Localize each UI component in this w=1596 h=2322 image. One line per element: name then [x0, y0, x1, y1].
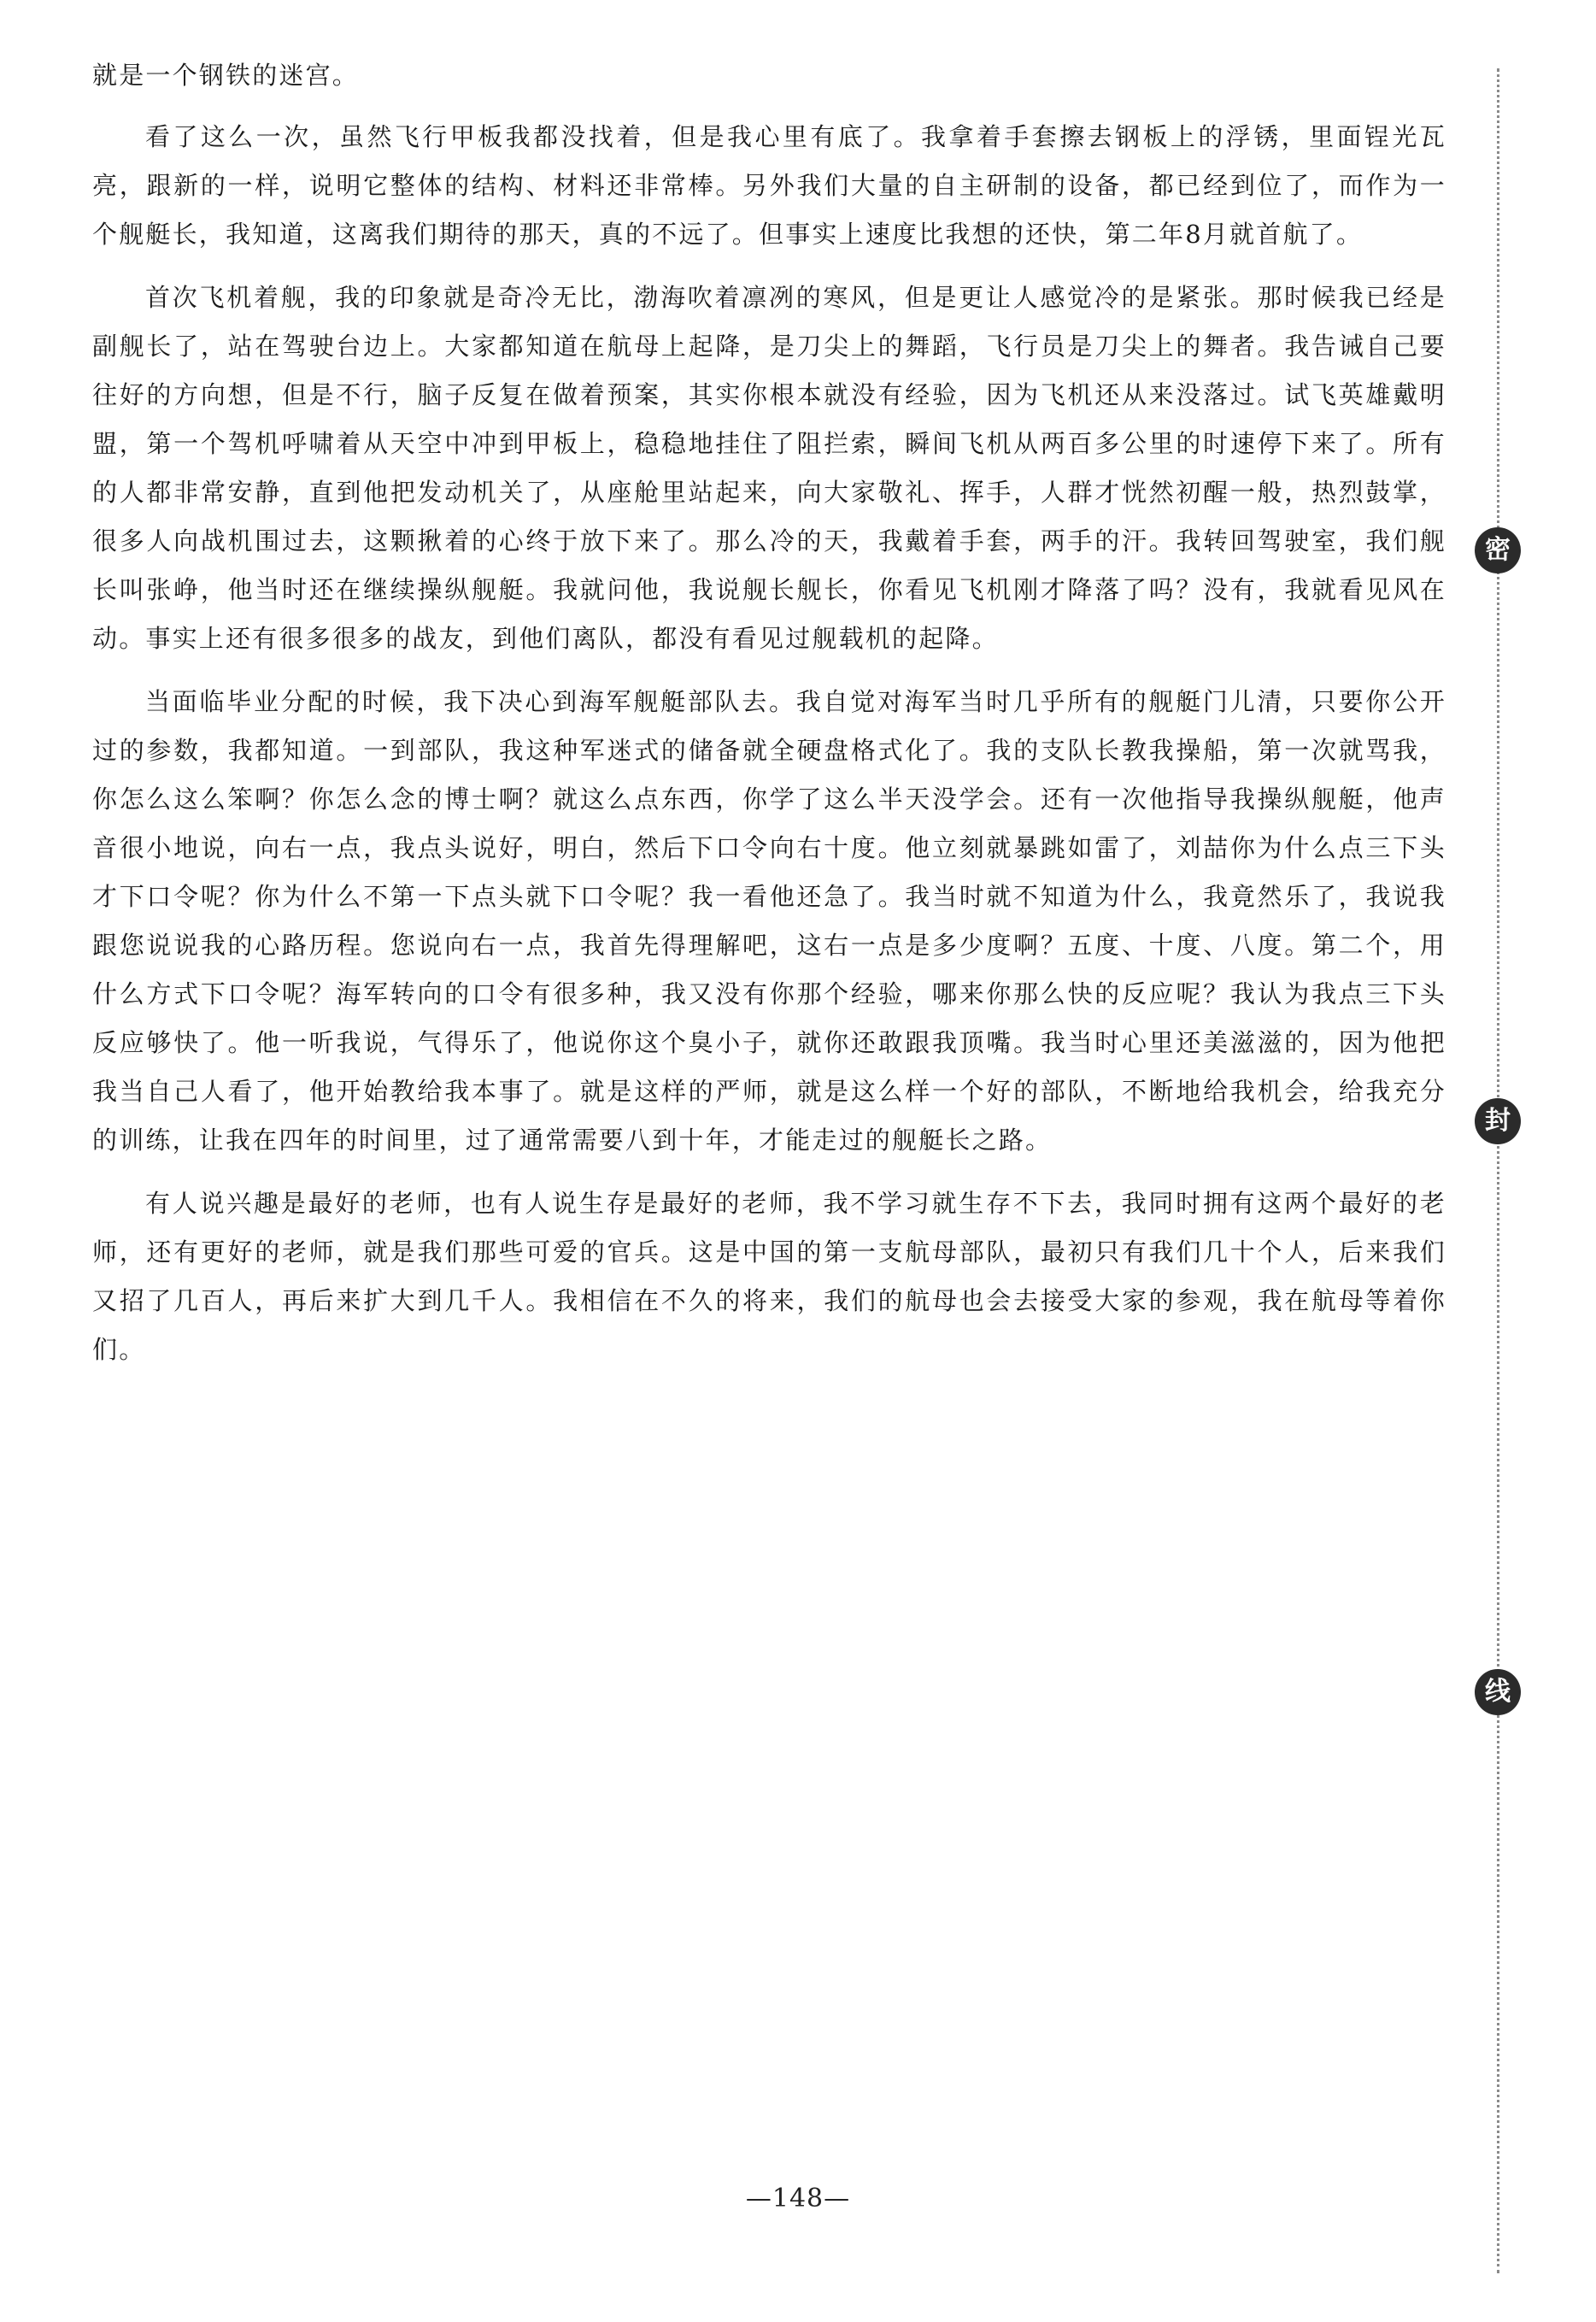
paragraph-continuation: 就是一个钢铁的迷宫。: [92, 61, 360, 90]
body-text: [92, 51, 1446, 1389]
seal-mark-xian: 线: [1475, 1669, 1521, 1715]
seal-mark-mi: 密: [1475, 527, 1521, 573]
paragraph-first-landing: 首次飞机着舰，我的印象就是奇冷无比，渤海吹着凛冽的寒风，但是更让人感觉冷的是紧张。那时候我已经是副舰长了，站在驾驶台边上。大家都知道在航母上起降，是刀尖上的舞蹈，飞行员是刀尖上的舞者。我告诫自己要往好的方向想，但是不行，脑子反复在做着预案，其实你根本就没有经验，因为飞机还从来没落过。试飞英雄戴明盟，第一个驾机呼啸着从天空中冲到甲板上，稳稳地挂住了阻拦索，瞬间飞机从两百多公里的时速停下来了。所有的人都非常安静，直到他把发动机关了，从座舱里站起来，向大家敬礼、挥手，人群才恍然初醒一般，热烈鼓掌，很多人向战机围过去，这颗揪着的心终于放下来了。那么冷的天，我戴着手套，两手的汗。我转回驾驶室，我们舰长叫张峥，他当时还在继续操纵舰艇。我就问他，我说舰长舰长，你看见飞机刚才降落了吗？没有，我就看见风在动。事实上还有很多很多的战友，到他们离队，都没有看见过舰载机的起降。: [92, 283, 1446, 653]
seal-mark-feng: 封: [1475, 1098, 1521, 1144]
page-number: —148—: [745, 2184, 851, 2213]
paragraph-inspection: 看了这么一次，虽然飞行甲板我都没找着，但是我心里有底了。我拿着手套擦去钢板上的浮锈，里面锃光瓦亮，跟新的一样，说明它整体的结构、材料还非常棒。另外我们大量的自主研制的设备，都已经到位了，而作为一个舰艇长，我知道，这离我们期待的那天，真的不远了。但事实上速度比我想的还快，第二年8月就首航了。: [92, 122, 1446, 249]
paragraph-conclusion: 有人说兴趣是最好的老师，也有人说生存是最好的老师，我不学习就生存不下去，我同时拥有这两个最好的老师，还有更好的老师，就是我们那些可爱的官兵。这是中国的第一支航母部队，最初只有我们几十个人，后来我们又招了几百人，再后来扩大到几千人。我相信在不久的将来，我们的航母也会去接受大家的参观，我在航母等着你们。: [92, 1189, 1446, 1364]
paragraph-training: 当面临毕业分配的时候，我下决心到海军舰艇部队去。我自觉对海军当时几乎所有的舰艇门儿清，只要你公开过的参数，我都知道。一到部队，我这种军迷式的储备就全硬盘格式化了。我的支队长教我操船，第一次就骂我，你怎么这么笨啊？你怎么念的博士啊？就这么点东西，你学了这么半天没学会。还有一次他指导我操纵舰艇，他声音很小地说，向右一点，我点头说好，明白，然后下口令向右十度。他立刻就暴跳如雷了，刘喆你为什么点三下头才下口令呢？你为什么不第一下点头就下口令呢？我一看他还急了。我当时就不知道为什么，我竟然乐了，我说我跟您说说我的心路历程。您说向右一点，我首先得理解吧，这右一点是多少度啊？五度、十度、八度。第二个，用什么方式下口令呢？海军转向的口令有很多种，我又没有你那个经验，哪来你那么快的反应呢？我认为我点三下头反应够快了。他一听我说，气得乐了，他说你这个臭小子，就你还敢跟我顶嘴。我当时心里还美滋滋的，因为他把我当自己人看了，他开始教给我本事了。就是这样的严师，就是这么样一个好的部队，不断地给我机会，给我充分的训练，让我在四年的时间里，过了通常需要八到十年，才能走过的舰艇长之路。: [92, 687, 1446, 1155]
binding-dotted-line: [1497, 68, 1499, 2273]
